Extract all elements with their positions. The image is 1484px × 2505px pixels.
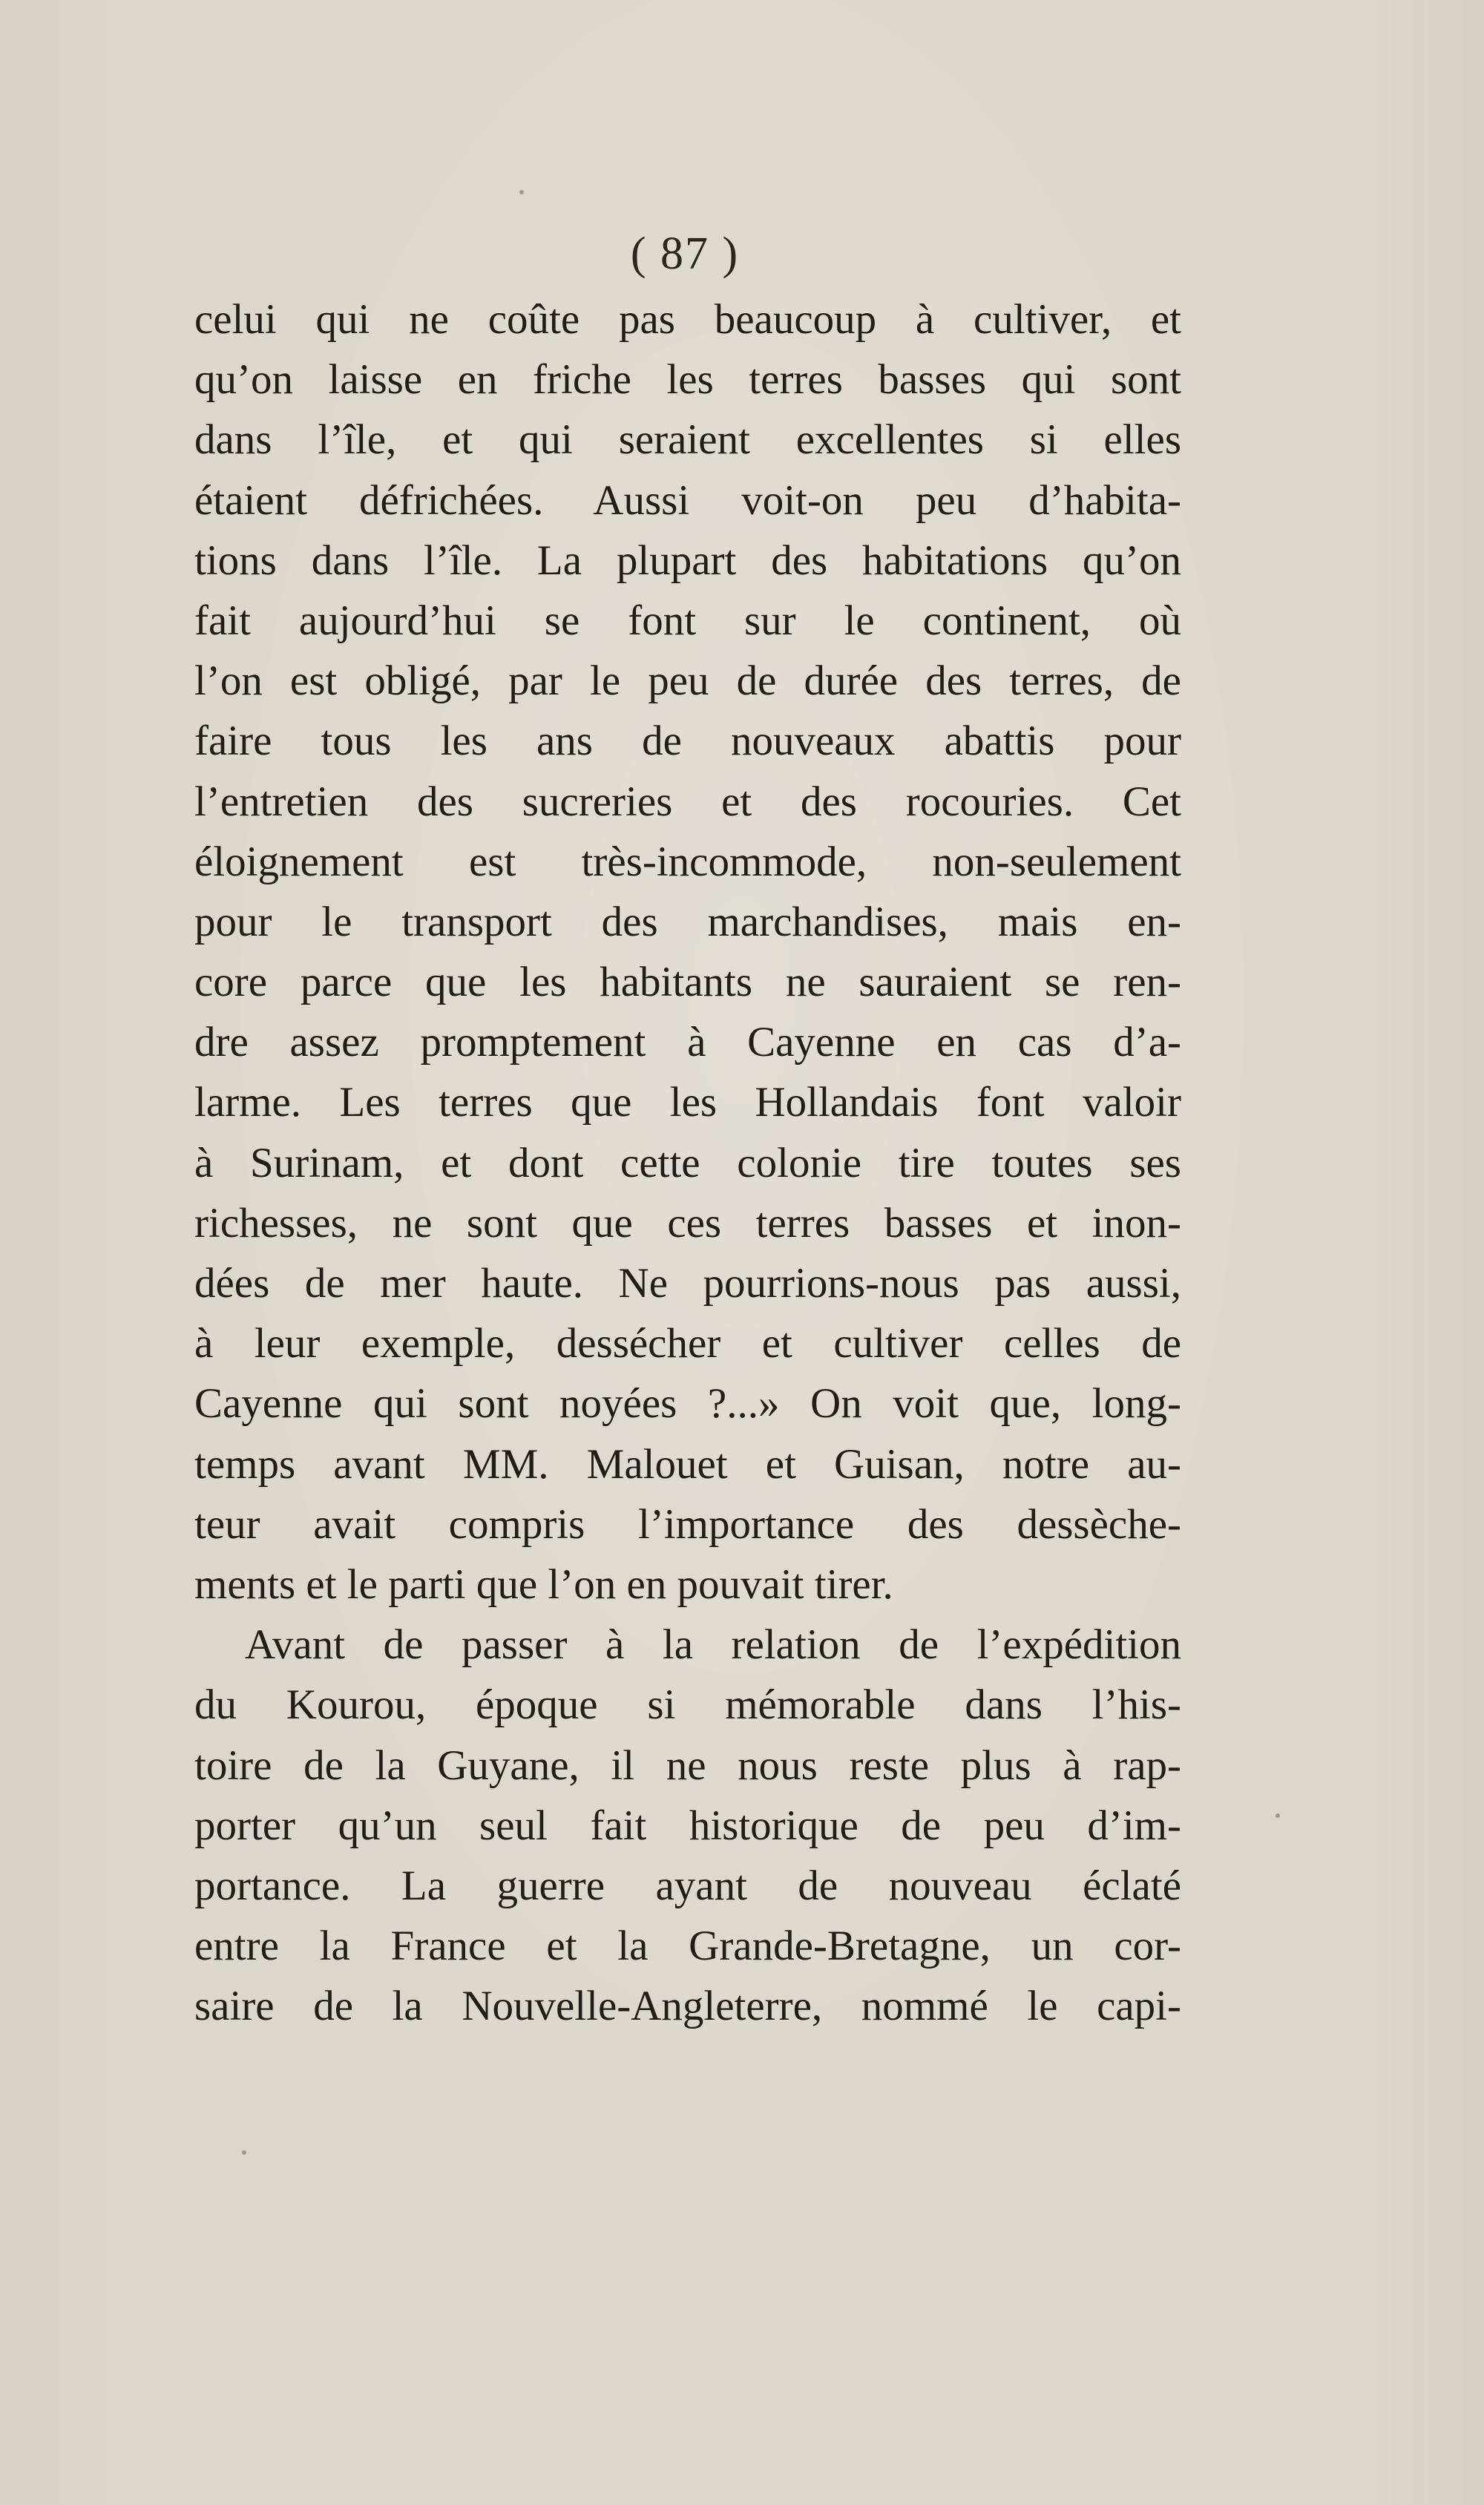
text-line: tions dans l’île. La plupart des habitations qu’on bbox=[194, 536, 1181, 584]
text-line: pour le transport des marchandises, mais en- bbox=[194, 898, 1181, 945]
text-line: éloignement est très-incommode, non-seulement bbox=[194, 838, 1181, 885]
text-line: entre la France et la Grande-Bretagne, un cor- bbox=[194, 1923, 1181, 1970]
text-line: Cayenne qui sont noyées ?...» On voit que, long- bbox=[194, 1380, 1181, 1428]
text-line: ments et le parti que l’on en pouvait tirer. bbox=[194, 1560, 893, 1608]
text-line: richesses, ne sont que ces terres basses et inon- bbox=[194, 1199, 1181, 1247]
text-line: saire de la Nouvelle-Angleterre, nommé le capi- bbox=[194, 1983, 1181, 2030]
paragraph-2 bbox=[194, 1615, 1181, 2036]
text-line: l’entretien des sucreries et des rocouries. Cet bbox=[194, 778, 1181, 825]
text-line: larme. Les terres que les Hollandais font valoir bbox=[194, 1079, 1181, 1126]
text-line: temps avant MM. Malouet et Guisan, notre au- bbox=[194, 1440, 1181, 1488]
page-number: ( 87 ) bbox=[630, 229, 740, 279]
text-line: dans l’île, et qui seraient excellentes si elles bbox=[194, 416, 1181, 464]
text-line: teur avait compris l’importance des dessèche- bbox=[194, 1500, 1181, 1548]
text-line: celui qui ne coûte pas beaucoup à cultiver, et bbox=[194, 296, 1181, 343]
text-line: Avant de passer à la relation de l’expédition bbox=[245, 1621, 1181, 1669]
text-line: l’on est obligé, par le peu de durée des terres, de bbox=[194, 657, 1181, 705]
text-line: qu’on laisse en friche les terres basses qui sont bbox=[194, 356, 1181, 404]
text-line: dées de mer haute. Ne pourrions-nous pas aussi, bbox=[194, 1260, 1181, 1307]
text-line: portance. La guerre ayant de nouveau éclaté bbox=[194, 1862, 1181, 1909]
text-line: à leur exemple, dessécher et cultiver celles de bbox=[194, 1320, 1181, 1368]
text-line: à Surinam, et dont cette colonie tire toutes ses bbox=[194, 1139, 1181, 1186]
paper-speck bbox=[1275, 1813, 1280, 1818]
text-line: porter qu’un seul fait historique de peu d’im- bbox=[194, 1802, 1181, 1849]
text-line: du Kourou, époque si mémorable dans l’his- bbox=[194, 1681, 1181, 1729]
paper-speck bbox=[519, 190, 524, 194]
paragraph-1 bbox=[194, 289, 1181, 1615]
text-line: core parce que les habitants ne sauraient se ren- bbox=[194, 959, 1181, 1006]
paper-speck bbox=[242, 2150, 246, 2155]
body-text bbox=[194, 289, 1181, 2036]
text-line: dre assez promptement à Cayenne en cas d’a- bbox=[194, 1019, 1181, 1066]
text-line: fait aujourd’hui se font sur le continent, où bbox=[194, 597, 1181, 644]
text-line: faire tous les ans de nouveaux abattis pour bbox=[194, 718, 1181, 765]
text-line: étaient défrichées. Aussi voit-on peu d’habita- bbox=[194, 476, 1181, 524]
text-line: toire de la Guyane, il ne nous reste plus à rap- bbox=[194, 1741, 1181, 1789]
